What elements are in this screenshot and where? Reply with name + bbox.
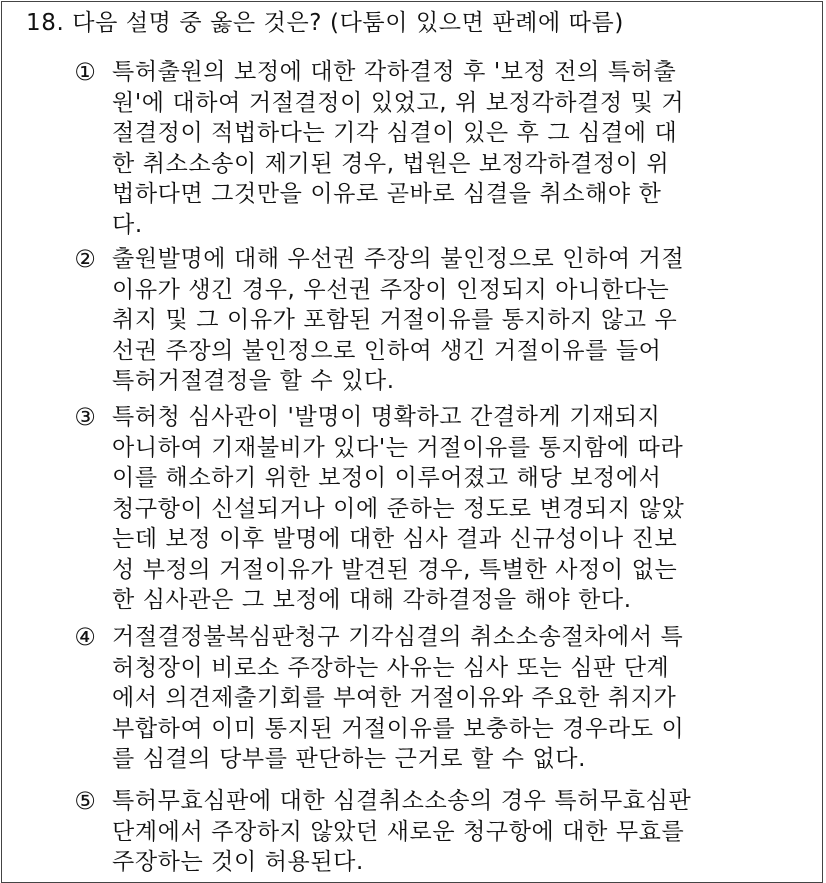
choice-number-icon: ③ [74,403,96,431]
choice-number-icon: ⑤ [74,787,96,815]
choice-line: 이유가 생긴 경우, 우선권 주장이 인정되지 아니한다는 [112,276,670,303]
question-title: 18. 다음 설명 중 옳은 것은? (다툼이 있으면 판례에 따름) [26,10,624,36]
choice-line: 한 취소소송이 제기된 경우, 법원은 보정각하결정이 위 [112,150,670,177]
choice-number-icon: ② [74,245,96,273]
choice-line: 는데 보정 이후 발명에 대한 심사 결과 신규성이나 진보 [112,526,678,552]
choice-line: 특허출원의 보정에 대한 각하결정 후 '보정 전의 특허출 [112,59,677,85]
choice-line: 아니하여 기재불비가 있다'는 거절이유를 통지함에 따라 [112,434,684,461]
choice-line: 허청장이 비로소 주장하는 사유는 심사 또는 심판 단계 [112,654,670,681]
choice-line: 법하다면 그것만을 이유로 곧바로 심결을 취소해야 한 [112,181,662,207]
choice-line: 특허청 심사관이 '발명이 명확하고 간결하게 기재되지 [112,404,661,430]
choice-text [112,244,684,397]
choice-line: 다. [112,211,143,238]
choice-line: 취지 및 그 이유가 포함된 거절이유를 통지하지 않고 우 [112,307,678,333]
choice-line: 거절결정불복심판청구 기각심결의 취소소송절차에서 특 [112,624,684,650]
choice-number-icon: ④ [74,623,96,651]
choice-line: 주장하는 것이 허용된다. [112,849,364,875]
choice-number-icon: ① [74,58,96,86]
choice-text [112,57,684,240]
choice-line: 부합하여 이미 통지된 거절이유를 보충하는 경우라도 이 [112,715,685,742]
choice-line: 성 부정의 거절이유가 발견된 경우, 특별한 사정이 없는 [112,556,678,583]
choice-line: 한 심사관은 그 보정에 대해 각하결정을 해야 한다. [112,587,632,613]
choice-text [112,402,684,616]
choice-text [112,622,684,775]
choice-line: 를 심결의 당부를 판단하는 근거로 할 수 없다. [112,746,587,772]
choice-line: 선권 주장의 불인정으로 인하여 생긴 거절이유를 들어 [112,337,662,364]
choice-line: 출원발명에 대해 우선권 주장의 불인정으로 인하여 거절 [112,246,685,272]
choice-line: 특허거절결정을 할 수 있다. [112,368,395,394]
choice-line: 원'에 대하여 거절결정이 있었고, 위 보정각하결정 및 거 [112,89,685,116]
choice-line: 절결정이 적법하다는 기각 심결이 있은 후 그 심결에 대 [112,120,678,146]
choice-line: 청구항이 신설되거나 이에 준하는 정도로 변경되지 않았 [112,495,685,522]
choice-line: 특허무효심판에 대한 심결취소소송의 경우 특허무효심판 [112,788,692,814]
choice-line: 단계에서 주장하지 않았던 새로운 청구항에 대한 무효를 [112,818,685,845]
choice-line: 에서 의견제출기회를 부여한 거절이유와 주요한 취지가 [112,685,677,711]
choice-line: 이를 해소하기 위한 보정이 이루어졌고 해당 보정에서 [112,465,662,491]
choice-text [112,786,691,878]
